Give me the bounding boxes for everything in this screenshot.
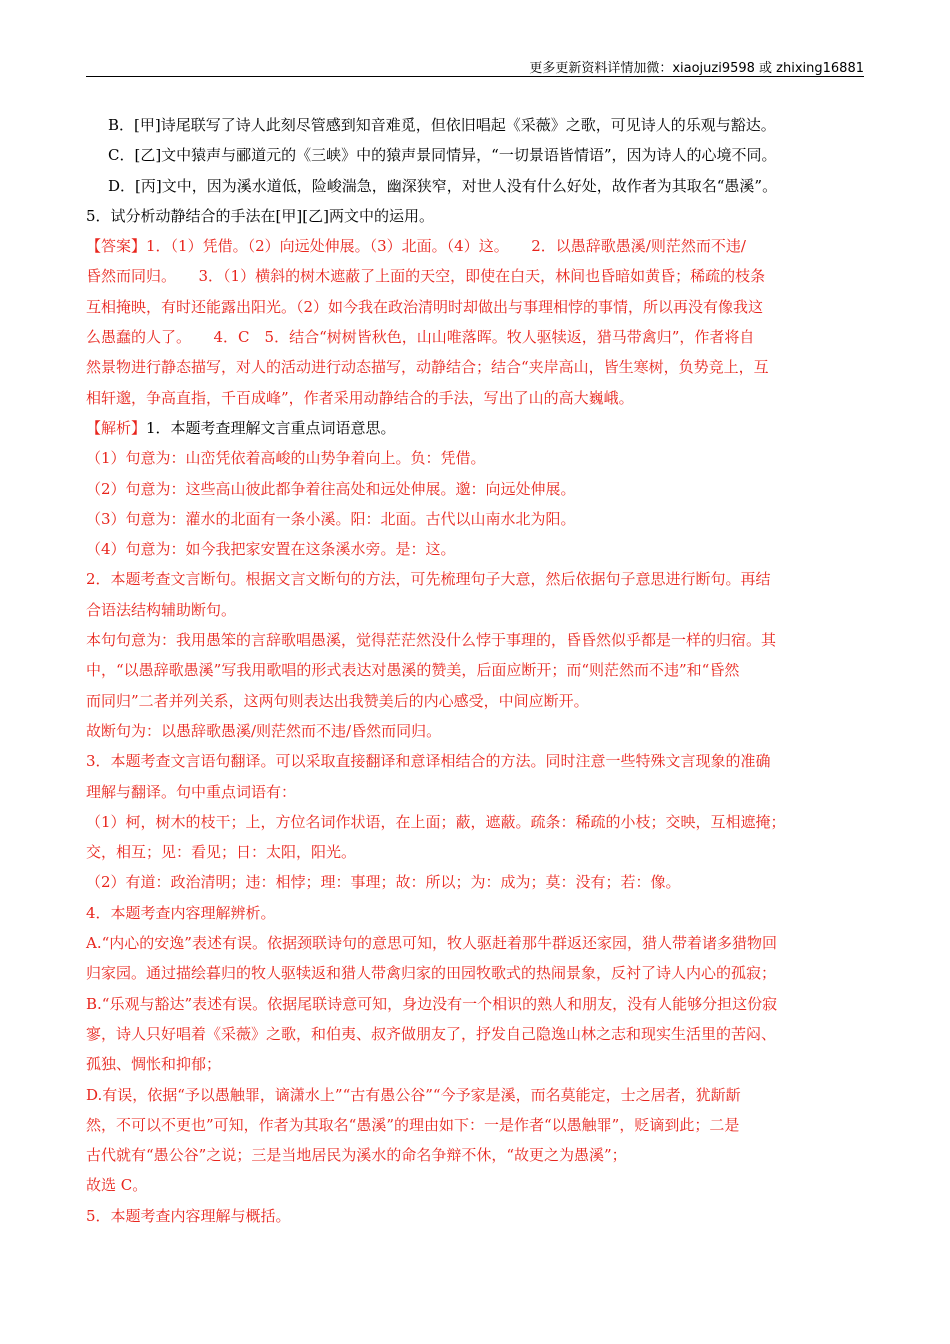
part3-line: 交，相互；见：看见；日：太阳，阳光。 bbox=[86, 843, 357, 862]
answer-line: 相轩邈，争高直指，千百成峰”，作者采用动静结合的手法，写出了山的高大巍峨。 bbox=[86, 388, 634, 407]
part4-line: D.有误，依据“予以愚触罪，谪潇水上”“古有愚公谷”“今予家是溪，而名莫能定，士之居者，犹龂龂 bbox=[86, 1085, 741, 1104]
analysis-item: （3）句意为：灌水的北面有一条小溪。阳：北面。古代以山南水北为阳。 bbox=[86, 509, 576, 528]
analysis-first: 1．本题考查理解文言重点词语意思。 bbox=[146, 418, 396, 437]
part3-line: （1）柯，树木的枝干；上，方位名词作状语，在上面；蔽，遮蔽。疏条：稀疏的小枝；交映，互相遮掩； bbox=[86, 812, 786, 831]
analysis-item: （2）句意为：这些高山彼此都争着往高处和远处伸展。邈：向远处伸展。 bbox=[86, 479, 576, 498]
answer-line: 互相掩映，有时还能露出阳光。（2）如今我在政治清明时却做出与事理相悖的事情，所以再没有像我这 bbox=[86, 297, 764, 316]
part4-line: A.“内心的安逸”表述有误。依据颈联诗句的意思可知，牧人驱赶着那牛群返还家园，猎人带着诸多猎物回 bbox=[86, 934, 777, 953]
part3-line: （2）有道：政治清明；违：相悖；理：事理；故：所以；为：成为；莫：没有；若：像。 bbox=[86, 873, 681, 892]
part4-line: 4．本题考查内容理解辨析。 bbox=[86, 903, 276, 922]
part2-line: 中，“以愚辞歌愚溪”写我用歌唱的形式表达对愚溪的赞美，后面应断开；而“则茫然而不违”和“昏然 bbox=[86, 661, 740, 680]
option-c: C．[乙]文中猿声与郦道元的《三峡》中的猿声景同情异，“一切景语皆情语”，因为诗人的心境不同。 bbox=[108, 146, 777, 165]
document-body bbox=[86, 110, 864, 1231]
part2-line: 而同归”二者并列关系，这两句则表达出我赞美后的内心感受，中间应断开。 bbox=[86, 691, 589, 710]
option-d: D．[丙]文中，因为溪水道低，险峻湍急，幽深狭窄，对世人没有什么好处，故作者为其取名“愚溪”。 bbox=[108, 176, 778, 195]
part4-line: 寥，诗人只好唱着《采薇》之歌，和伯夷、叔齐做朋友了，抒发自己隐逸山林之志和现实生活里的苦闷、 bbox=[86, 1024, 777, 1043]
answer-line: 昏然而同归。 3．（1）横斜的树木遮蔽了上面的天空，即使在白天，林间也昏暗如黄昏；稀疏的枝条 bbox=[86, 267, 766, 286]
part2-line: 故断句为：以愚辞歌愚溪/则茫然而不违/昏然而同归。 bbox=[86, 721, 442, 740]
part2-line: 合语法结构辅助断句。 bbox=[86, 600, 237, 619]
part3-line: 理解与翻译。句中重点词语有： bbox=[86, 782, 297, 801]
analysis-label: 【解析】 bbox=[86, 418, 147, 437]
analysis-item: （4）句意为：如今我把家安置在这条溪水旁。是：这。 bbox=[86, 540, 456, 559]
part4-line: 古代就有“愚公谷”之说；三是当地居民为溪水的命名争辩不休，“故更之为愚溪”； bbox=[86, 1146, 627, 1165]
part3-line: 3．本题考查文言语句翻译。可以采取直接翻译和意译相结合的方法。同时注意一些特殊文言现象的准确 bbox=[86, 752, 771, 771]
question-5: 5．试分析动静结合的手法在[甲][乙]两文中的运用。 bbox=[86, 206, 434, 225]
answer-line: 然景物进行静态描写，对人的活动进行动态描写，动静结合；结合“夹岸高山，皆生寒树，负势竞上，互 bbox=[86, 358, 769, 377]
part2-line: 本句句意为：我用愚笨的言辞歌唱愚溪，觉得茫茫然没什么悖于事理的，昏昏然似乎都是一样的归宿。其 bbox=[86, 631, 777, 650]
part4-line: 孤独、惆怅和抑郁； bbox=[86, 1055, 222, 1074]
part4-line: B.“乐观与豁达”表述有误。依据尾联诗意可知，身边没有一个相识的熟人和朋友，没有人能够分担这份寂 bbox=[86, 994, 778, 1013]
part2-line: 2．本题考查文言断句。根据文言文断句的方法，可先梳理句子大意，然后依据句子意思进行断句。再结 bbox=[86, 570, 771, 589]
part4-line: 故选 C。 bbox=[86, 1176, 148, 1195]
part4-line: 然，不可以不更也”可知，作者为其取名“愚溪”的理由如下：一是作者“以愚触罪”，贬谪到此；二是 bbox=[86, 1115, 740, 1134]
page-header: 更多更新资料详情加微：xiaojuzi9598 或 zhixing16881 bbox=[529, 61, 864, 76]
part4-line: 5．本题考查内容理解与概括。 bbox=[86, 1206, 291, 1225]
option-b: B．[甲]诗尾联写了诗人此刻尽管感到知音难觅，但依旧唱起《采薇》之歌，可见诗人的乐观与豁达。 bbox=[108, 116, 776, 134]
analysis-item: （1）句意为：山峦凭依着高峻的山势争着向上。负：凭借。 bbox=[86, 449, 486, 468]
part4-line: 归家园。通过描绘暮归的牧人驱犊返和猎人带禽归家的田园牧歌式的热闹景象，反衬了诗人内心的孤寂； bbox=[86, 964, 777, 983]
header-rule bbox=[86, 76, 864, 77]
answer-line: 【答案】1．（1）凭借。（2）向远处伸展。（3）北面。（4）这。 2．以愚辞歌愚溪/则茫然而不违/ bbox=[86, 237, 746, 256]
analysis-head bbox=[86, 413, 864, 443]
answer-line: 么愚蠢的人了。 4．C 5．结合“树树皆秋色，山山唯落晖。牧人驱犊返，猎马带禽归”，作者将自 bbox=[86, 328, 755, 347]
